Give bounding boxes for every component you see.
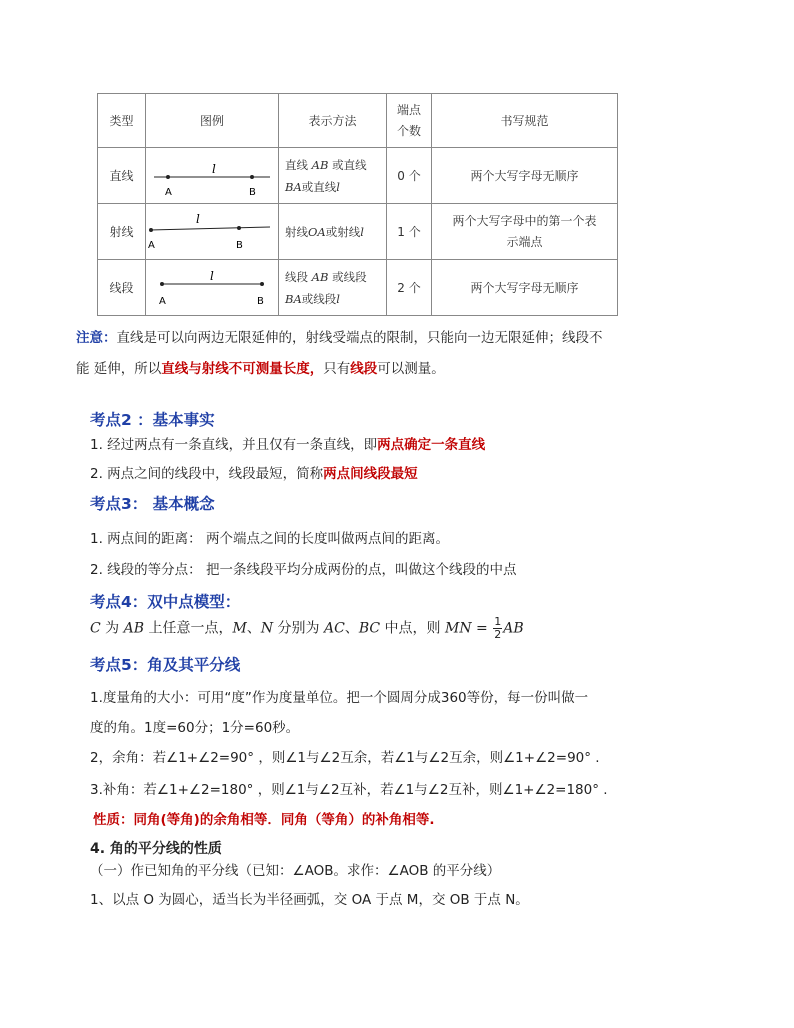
item-text: 1. 经过两点有一条直线，并且仅有一条直线，即 bbox=[90, 437, 378, 453]
line-types-table bbox=[97, 93, 618, 316]
point-a bbox=[149, 228, 153, 232]
item-emphasis: 两点间线段最短 bbox=[323, 466, 418, 482]
row-rule bbox=[432, 204, 618, 260]
label-l: l bbox=[212, 162, 216, 176]
notation-text: 或线段 bbox=[328, 269, 367, 284]
note-line2 bbox=[76, 357, 445, 377]
section-heading-k5: 考点5：角及其平分线 bbox=[90, 656, 241, 674]
item-emphasis: 两点确定一条直线 bbox=[377, 437, 486, 453]
k3-item2: 2. 线段的等分点： 把一条线段平均分成两份的点，叫做这个线段的中点 bbox=[90, 562, 517, 578]
note-text: 直线是可以向两边无限延伸的，射线受端点的限制，只能向一边无限延伸；线段不 bbox=[116, 330, 603, 346]
header-notation: 表示方法 bbox=[279, 94, 387, 148]
segment-diagram bbox=[146, 260, 278, 315]
k4-formula-line bbox=[90, 616, 524, 641]
var-ab: AB bbox=[503, 620, 524, 637]
notation-var: l bbox=[360, 224, 364, 239]
notation-var: OA bbox=[308, 224, 326, 239]
point-b bbox=[250, 175, 254, 179]
label-a: A bbox=[148, 240, 155, 251]
section-heading-k4: 考点4：双中点模型： bbox=[90, 593, 241, 611]
k3-item1: 1. 两点间的距离： 两个端点之间的长度叫做两点间的距离。 bbox=[90, 531, 449, 547]
notation-text: 或直线 bbox=[301, 179, 337, 194]
note-text: 能 延伸，所以 bbox=[76, 361, 162, 377]
fraction-numerator: 1 bbox=[494, 615, 502, 628]
row-notation bbox=[279, 260, 387, 316]
row-type: 线段 bbox=[98, 260, 146, 316]
s4-sub: （一）作已知角的平分线（已知：∠AOB。求作：∠AOB 的平分线） bbox=[90, 863, 501, 879]
k2-item1 bbox=[90, 433, 485, 453]
row-notation bbox=[279, 148, 387, 204]
note-line1 bbox=[76, 326, 603, 346]
row-notation bbox=[279, 204, 387, 260]
notation-text: 射线 bbox=[285, 224, 308, 239]
ray-diagram bbox=[146, 204, 278, 259]
note-emphasis: 直线与射线不可测量长度， bbox=[161, 361, 324, 377]
row-rule: 两个大写字母无顺序 bbox=[432, 148, 618, 204]
header-writing-rule: 书写规范 bbox=[432, 94, 618, 148]
note-text: 只有 bbox=[323, 361, 351, 377]
note-emphasis: 线段 bbox=[350, 361, 378, 377]
table-row bbox=[98, 148, 618, 204]
notation-text: 或射线 bbox=[325, 224, 361, 239]
notation-var: AB bbox=[311, 269, 329, 284]
k5-property: 性质：同角(等角)的余角相等．同角（等角）的补角相等. bbox=[93, 812, 435, 828]
point-a bbox=[160, 282, 164, 286]
notation-var: l bbox=[336, 291, 340, 306]
var-mn: MN bbox=[444, 620, 472, 637]
item-text: 2. 两点之间的线段中，线段最短，简称 bbox=[90, 466, 324, 482]
row-endpoints: 0 个 bbox=[387, 148, 432, 204]
notation-text: 线段 bbox=[285, 269, 312, 284]
section-heading-k2: 考点2 ：基本事实 bbox=[90, 411, 215, 429]
header-endpoints bbox=[387, 94, 432, 148]
s4-step1: 1、以点 O 为圆心，适当长为半径画弧，交 OA 于点 M，交 OB 于点 N。 bbox=[90, 892, 529, 908]
rule-line2: 示端点 bbox=[506, 234, 543, 249]
label-a: A bbox=[165, 187, 172, 198]
row-rule: 两个大写字母无顺序 bbox=[432, 260, 618, 316]
rule-line1: 两个大写字母中的第一个表 bbox=[452, 213, 597, 228]
section-heading-k3: 考点3： 基本概念 bbox=[90, 495, 215, 513]
row-figure bbox=[146, 260, 279, 316]
table-row bbox=[98, 260, 618, 316]
text: 分别为 bbox=[273, 620, 324, 637]
row-type: 直线 bbox=[98, 148, 146, 204]
text: 中点，则 bbox=[380, 620, 445, 637]
var-ab: AB bbox=[123, 620, 145, 637]
straight-line-diagram bbox=[146, 148, 278, 203]
row-endpoints: 2 个 bbox=[387, 260, 432, 316]
point-a bbox=[166, 175, 170, 179]
notation-text: 或线段 bbox=[301, 291, 337, 306]
row-endpoints: 1 个 bbox=[387, 204, 432, 260]
var-ac: AC bbox=[323, 620, 345, 637]
row-figure bbox=[146, 148, 279, 204]
notation-text: 或直线 bbox=[328, 157, 367, 172]
text: 为 bbox=[100, 620, 124, 637]
note-text: 可以测量。 bbox=[377, 361, 445, 377]
row-figure bbox=[146, 204, 279, 260]
point-b bbox=[260, 282, 264, 286]
label-b: B bbox=[257, 296, 264, 307]
k5-item1-line1: 1.度量角的大小：可用“度”作为度量单位。把一个圆周分成360等份，每一份叫做一 bbox=[90, 690, 589, 706]
var-n: N bbox=[260, 620, 274, 637]
point-b bbox=[237, 226, 241, 230]
header-figure: 图例 bbox=[146, 94, 279, 148]
notation-var: l bbox=[336, 179, 340, 194]
header-endpoints-line1: 端点 bbox=[396, 102, 421, 117]
equals-sign: = bbox=[471, 620, 493, 637]
header-endpoints-line2: 个数 bbox=[396, 123, 421, 138]
text: 、 bbox=[344, 620, 359, 637]
k5-item1-line2: 度的角。1度=60分；1分=60秒。 bbox=[90, 720, 300, 736]
row-type: 射线 bbox=[98, 204, 146, 260]
var-bc: BC bbox=[358, 620, 381, 637]
notation-var: BA bbox=[285, 291, 302, 306]
k5-item2: 2，余角：若∠1+∠2=90° ，则∠1与∠2互余，若∠1与∠2互余，则∠1+∠2=90° . bbox=[90, 750, 600, 766]
label-b: B bbox=[249, 187, 256, 198]
notation-text: 直线 bbox=[285, 157, 312, 172]
note-label: 注意： bbox=[76, 330, 117, 346]
fraction-one-half bbox=[493, 616, 502, 641]
notation-var: BA bbox=[285, 179, 302, 194]
k5-item3: 3.补角：若∠1+∠2=180° ，则∠1与∠2互补，若∠1与∠2互补，则∠1+∠2=180° . bbox=[90, 782, 608, 798]
table-header-row bbox=[98, 94, 618, 148]
var-c: C bbox=[90, 620, 101, 637]
header-type: 类型 bbox=[98, 94, 146, 148]
label-a: A bbox=[159, 296, 166, 307]
label-b: B bbox=[236, 240, 243, 251]
table-row bbox=[98, 204, 618, 260]
label-l: l bbox=[196, 212, 200, 226]
k2-item2 bbox=[90, 462, 418, 482]
text: 上任意一点， bbox=[144, 620, 233, 637]
section-heading-4: 4. 角的平分线的性质 bbox=[90, 841, 222, 857]
label-l: l bbox=[210, 269, 214, 283]
text: 、 bbox=[246, 620, 261, 637]
ray-shape bbox=[150, 227, 270, 230]
fraction-denominator: 2 bbox=[494, 628, 502, 641]
notation-var: AB bbox=[311, 157, 329, 172]
var-m: M bbox=[232, 620, 247, 637]
